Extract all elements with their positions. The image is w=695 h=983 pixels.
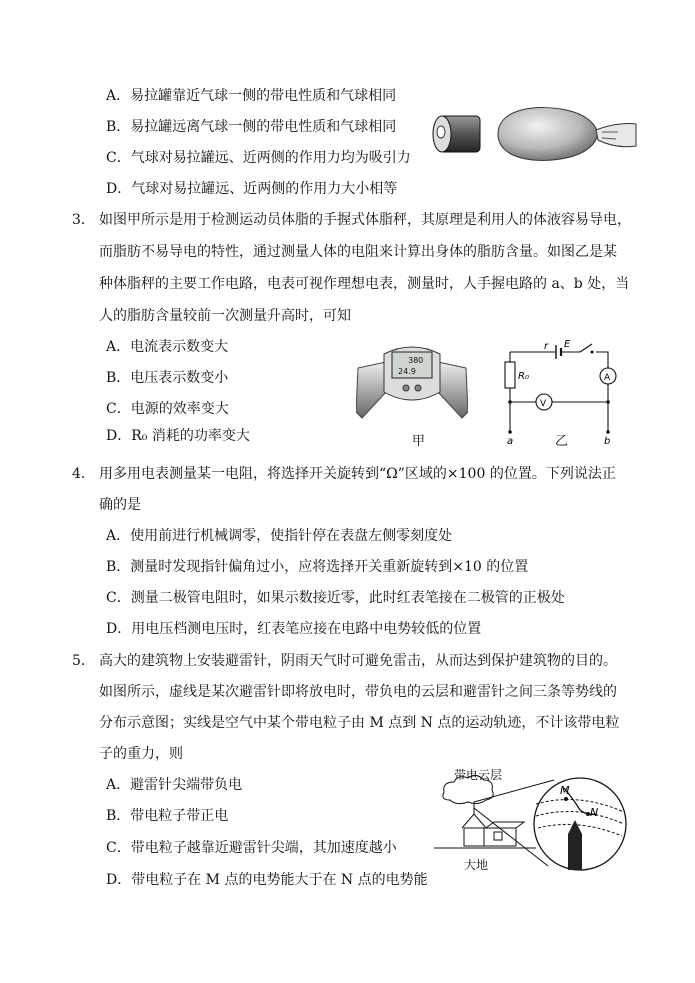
- q4-stem-line-2: 确的是: [99, 497, 141, 513]
- q3-number: 3．: [72, 212, 95, 228]
- q3-stem-line-4: 人的脂肪含量较前一次测量升高时，可知: [99, 308, 351, 324]
- q5-option-a: A．避雷针尖端带负电: [106, 777, 243, 793]
- ground-label: 大地: [464, 858, 489, 872]
- q3-stem-line-2: 而脂肪不易导电的特性，通过测量人体的电阻来计算出身体的脂肪含量。如图乙是某: [99, 244, 617, 260]
- terminal-a-label: a: [507, 436, 514, 446]
- terminal-b-label: b: [604, 436, 611, 446]
- point-n-label: N: [590, 806, 599, 819]
- q5-stem-line-3: 分布示意图；实线是空气中某个带电粒子由 M 点到 N 点的运动轨迹，不计该带电粒: [99, 715, 620, 731]
- q2-option-a: A．易拉罐靠近气球一侧的带电性质和气球相同: [106, 88, 397, 104]
- q5-option-d: D．带电粒子在 M 点的电势能大于在 N 点的电势能: [106, 872, 428, 888]
- q4-option-c: C．测量二极管电阻时，如果示数接近零，此时红表笔接在二极管的正极处: [106, 590, 565, 606]
- circuit-label-r: r: [544, 341, 549, 352]
- q4-stem-text-1: 用多用电表测量某一电阻，将选择开关旋转到“Ω”区域的×100 的位置。下列说法正: [99, 466, 616, 482]
- q3-option-a: A．电流表示数变大: [106, 339, 229, 355]
- circuit-label-e: E: [564, 339, 571, 350]
- q4-stem-line-1: [72, 464, 616, 484]
- q2-option-b: B．易拉罐远离气球一侧的带电性质和气球相同: [106, 119, 397, 135]
- figure-yi-label: 乙: [555, 434, 569, 449]
- cloud-label: 带电云层: [454, 768, 503, 782]
- body-fat-scale-figure: [356, 342, 468, 426]
- figure-jia-label: 甲: [412, 434, 426, 449]
- q5-stem-line-1: [72, 651, 617, 671]
- q5-stem-line-2: 如图所示，虚线是某次避雷针即将放电时，带负电的云层和避雷针之间三条等势线的: [99, 684, 617, 700]
- q3-stem-line-1: [72, 210, 631, 230]
- q4-option-a: A．使用前进行机械调零，使指针停在表盘左侧零刻度处: [106, 528, 453, 544]
- q3-stem-line-3: 种体脂秤的主要工作电路，电表可视作理想电表，测量时，人手握电路的 a、b 处，当: [99, 276, 630, 292]
- ammeter-label: A: [604, 373, 611, 383]
- q5-stem-text-1: 高大的建筑物上安装避雷针，阴雨天气时可避免雷击，从而达到保护建筑物的目的。: [99, 653, 617, 669]
- can-balloon-figure: [426, 102, 638, 166]
- q4-option-b: B．测量时发现指针偏角过小，应将选择开关重新旋转到×10 的位置: [106, 559, 529, 575]
- point-m-label: M: [560, 784, 570, 797]
- q2-option-d: D．气球对易拉罐远、近两侧的作用力大小相等: [106, 181, 398, 197]
- scale-screen-value-2: 24.9: [398, 367, 416, 376]
- q5-option-c: C．带电粒子越靠近避雷针尖端，其加速度越小: [106, 840, 397, 856]
- q2-option-c: C．气球对易拉罐远、近两侧的作用力均为吸引力: [106, 150, 411, 166]
- lightning-rod-figure: [432, 770, 632, 880]
- q3-option-b: B．电压表示数变小: [106, 370, 229, 386]
- scale-screen-value-1: 380: [408, 356, 424, 365]
- q5-stem-line-4: 子的重力，则: [99, 746, 183, 762]
- voltmeter-label: V: [540, 399, 547, 409]
- q5-number: 5．: [72, 653, 95, 669]
- circuit-label-r0: R₀: [518, 371, 529, 382]
- q5-option-b: B．带电粒子带正电: [106, 808, 229, 824]
- q3-option-d: D．R₀ 消耗的功率变大: [106, 428, 250, 444]
- q4-option-d: D．用电压档测电压时，红表笔应接在电路中电势较低的位置: [106, 621, 482, 637]
- q4-number: 4．: [72, 466, 95, 482]
- q3-option-c: C．电源的效率变大: [106, 401, 229, 417]
- q3-stem-text-1: 如图甲所示是用于检测运动员体脂的手握式体脂秤，其原理是利用人的体液容易导电，: [99, 212, 631, 228]
